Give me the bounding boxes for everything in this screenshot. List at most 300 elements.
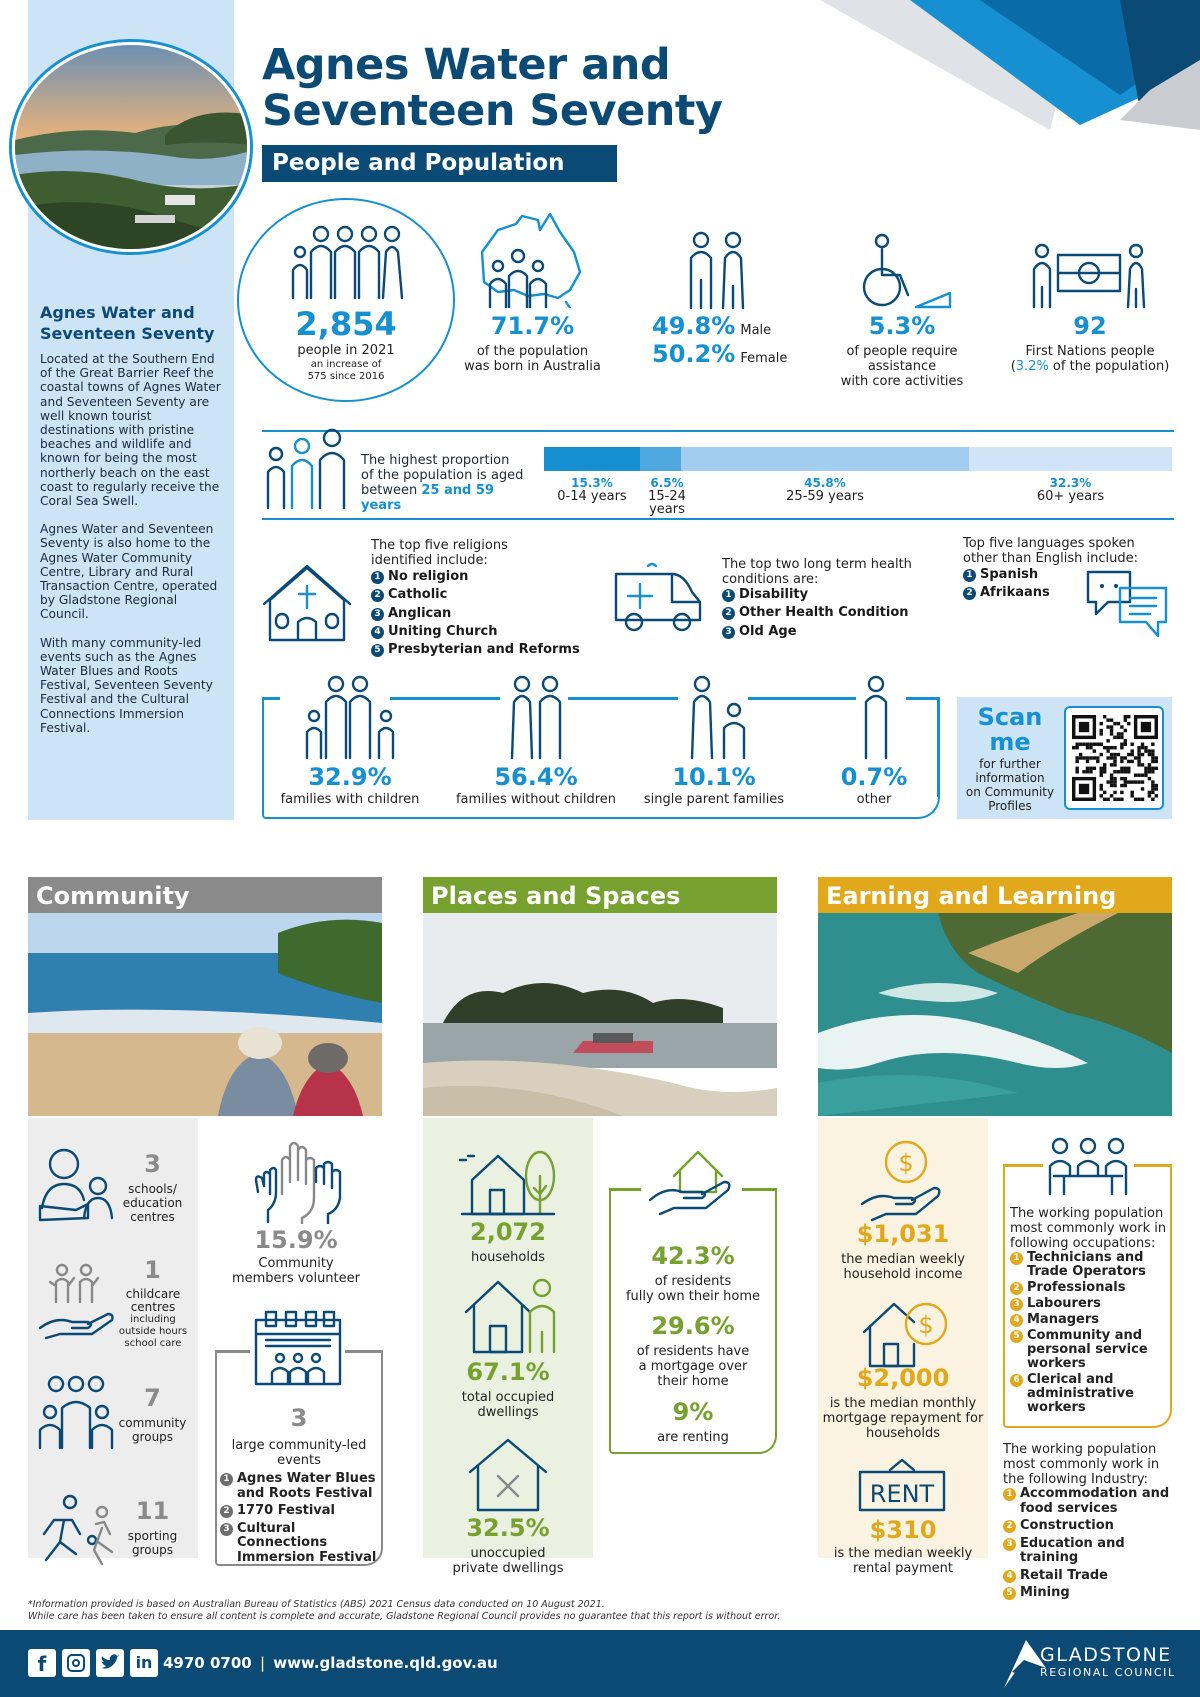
footer-website-link[interactable]: www.gladstone.qld.gov.au	[273, 1654, 498, 1672]
house-dollar-icon	[860, 1294, 952, 1370]
fn-close: of the population)	[1048, 359, 1170, 374]
occupation-item	[1010, 1373, 1170, 1415]
age-band-pct: 32.3%	[1049, 476, 1092, 490]
religion-item-label: No religion	[388, 569, 469, 584]
divider-top	[262, 430, 1174, 432]
number-badge: 3	[1010, 1298, 1023, 1311]
income-label	[818, 1252, 988, 1282]
mortgage-repay-line1: is the median monthly	[829, 1396, 977, 1411]
occupation-item	[1010, 1297, 1170, 1311]
events-line2: events	[277, 1453, 321, 1468]
industry-item	[1003, 1519, 1173, 1534]
income-dollar-glyph: $	[898, 1149, 914, 1177]
occupation-item-l1: Community and	[1027, 1328, 1143, 1343]
assistance-line2: assistance	[867, 359, 937, 374]
languages-intro	[963, 536, 1163, 566]
sidebar-heading-line1: Agnes Water and	[40, 303, 195, 322]
age-band-range: 25-59 years	[786, 489, 864, 504]
number-badge: 2	[371, 589, 384, 602]
page-title-line2: Seventeen Seventy	[262, 86, 723, 136]
community-groups-icon	[36, 1374, 116, 1450]
born-australia-label	[455, 344, 610, 374]
sidebar-body	[40, 352, 226, 735]
occupied-line2: dwellings	[477, 1405, 539, 1420]
events-label	[215, 1438, 383, 1468]
mortgage-label	[609, 1344, 777, 1389]
ownership-frame-tr	[742, 1188, 777, 1191]
rent-label	[818, 1546, 988, 1576]
language-item-label: Spanish	[980, 567, 1039, 582]
footnote	[28, 1599, 1168, 1623]
health-intro-line1: The top two long term health	[722, 557, 912, 572]
community-photo	[28, 913, 382, 1116]
occupation-item-l1: Technicians and	[1027, 1250, 1144, 1265]
footnote-line1: *Information provided is based on Australian Bureau of Statistics (ABS) 2021 Census data conducted on 10 August 2021.	[28, 1599, 605, 1610]
health-condition-item-label: Disability	[739, 587, 809, 602]
religions-list	[371, 568, 601, 659]
childcare-line4: outside hours	[118, 1326, 188, 1337]
mortgage-dollar-glyph: $	[918, 1311, 934, 1339]
volunteer-line2: members volunteer	[231, 1271, 360, 1286]
income-amount: $1,031	[856, 1220, 950, 1248]
family-pct: 32.9%	[308, 763, 392, 791]
church-icon	[262, 556, 352, 642]
first-nations-pct: 3.2%	[1015, 359, 1049, 374]
section-title-people: People and Population	[262, 145, 617, 182]
age-bar-segment	[969, 447, 1172, 471]
number-badge: 4	[371, 626, 384, 639]
health-condition-item	[722, 586, 932, 604]
event-item	[220, 1522, 380, 1566]
childcare-icon	[36, 1262, 116, 1340]
vacant-house-icon	[466, 1436, 550, 1512]
age-people-icon	[262, 428, 352, 510]
health-condition-item-label: Old Age	[739, 623, 797, 639]
schools-icon	[36, 1148, 116, 1224]
sidebar-heading	[40, 302, 230, 344]
places-photo	[423, 913, 777, 1116]
number-badge: 5	[1010, 1330, 1023, 1343]
family-label: other	[856, 792, 892, 807]
renting-pct: 9%	[672, 1398, 714, 1426]
age-band-pct: 15.3%	[571, 476, 613, 490]
couple-icon	[506, 674, 566, 760]
occupied-line1: total occupied	[461, 1390, 555, 1405]
assistance-pct: 5.3%	[868, 312, 936, 340]
own-pct: 42.3%	[651, 1242, 735, 1270]
events-frame-tr	[345, 1350, 383, 1353]
earning-heading: Earning and Learning	[818, 877, 1172, 913]
occupations-intro	[1010, 1206, 1170, 1251]
qr-code-image	[1072, 714, 1158, 802]
female-label: Female	[740, 351, 788, 366]
earning-photo	[818, 913, 1172, 1116]
schools-label	[115, 1182, 190, 1224]
industry-item-l1: Education and training	[1020, 1535, 1125, 1565]
assistance-line1: of people require	[846, 344, 958, 359]
language-item-label: Afrikaans	[980, 585, 1050, 601]
households-label: households	[470, 1250, 546, 1265]
events-frame-tl	[215, 1350, 250, 1353]
occupation-item-l1: Managers	[1027, 1312, 1100, 1327]
australia-map-icon	[478, 212, 586, 308]
religion-item	[371, 623, 601, 641]
places-heading: Places and Spaces	[423, 877, 777, 913]
age-band-pct: 6.5%	[650, 476, 684, 490]
event-item	[220, 1472, 380, 1501]
social-icons	[28, 1649, 158, 1677]
industry-item-l1: Accommodation and	[1020, 1486, 1170, 1501]
family-pct: 56.4%	[494, 763, 578, 791]
occupation-item-l2: Trade Operators	[1027, 1264, 1146, 1279]
scan-text-line2: information	[975, 771, 1045, 785]
volunteer-line1: Community	[258, 1256, 334, 1271]
linkedin-icon[interactable]: in	[130, 1649, 158, 1677]
raised-hands-icon	[252, 1140, 344, 1224]
occupations-frame-tl	[1003, 1164, 1043, 1167]
mortgage-pct: 29.6%	[651, 1312, 735, 1340]
footer-phone[interactable]: 4970 0700	[163, 1654, 252, 1672]
language-item	[963, 566, 1083, 584]
family-group-icon	[288, 222, 406, 300]
scan-title	[960, 705, 1060, 755]
family-stat	[260, 763, 440, 809]
religion-item-label: Uniting Church	[388, 623, 498, 639]
rent-sign-text: RENT	[869, 1480, 935, 1508]
population-total: 2,854	[295, 305, 397, 343]
scan-title-line2: me	[989, 728, 1031, 756]
mortgage-line2: a mortgage over	[638, 1359, 748, 1374]
male-female-icon	[685, 230, 749, 310]
age-bar-segment	[640, 447, 681, 471]
families-frame-t1	[390, 697, 500, 700]
ambulance-icon	[612, 562, 704, 634]
health-list	[722, 586, 932, 641]
scan-text-line3: on Community	[965, 785, 1055, 799]
sidebar-para-3: With many community-led events such as the Agnes Water Blues and Roots Festival, Seventeen Seventy Festival and the Cultural Connections Immersion Festival.	[40, 635, 213, 735]
sporting-label	[115, 1529, 190, 1557]
number-badge: 6	[1010, 1374, 1023, 1387]
event-item-l2: and Roots Festival	[237, 1485, 373, 1501]
childcare-line5: school care	[124, 1338, 182, 1349]
number-badge: 4	[1003, 1570, 1016, 1583]
unoccupied-label	[423, 1546, 593, 1576]
occupied-pct: 67.1%	[466, 1358, 550, 1386]
occ-intro-line1: The working population	[1010, 1206, 1164, 1221]
first-nations-flag-icon	[1030, 243, 1148, 309]
corner-decoration	[820, 0, 1200, 130]
own-line2: fully own their home	[625, 1289, 761, 1304]
first-nations-line2	[1005, 359, 1175, 374]
industry-item-l1: Construction	[1020, 1518, 1114, 1533]
families-frame-tl	[262, 697, 280, 700]
number-badge: 2	[1010, 1282, 1023, 1295]
mortgage-repay-line3: households	[865, 1426, 941, 1441]
logo-line2: REGIONAL COUNCIL	[1040, 1666, 1176, 1679]
number-badge: 3	[220, 1523, 233, 1536]
number-badge: 1	[963, 569, 976, 582]
family-stat	[624, 763, 804, 809]
religion-item	[371, 641, 601, 659]
family-label: families with children	[280, 792, 420, 807]
increase-line2: 575 since 2016	[307, 371, 385, 382]
scan-text-line1: for further	[979, 757, 1041, 771]
assistance-label	[822, 344, 982, 389]
industry-item	[1003, 1487, 1173, 1516]
ind-intro-line1: The working population	[1003, 1442, 1157, 1457]
ownership-frame-tl	[609, 1188, 641, 1191]
occupation-item-l1: Clerical and	[1027, 1372, 1114, 1387]
childcare-line3: including	[130, 1314, 176, 1325]
age-band-pct: 45.8%	[804, 476, 846, 490]
scan-title-line1: Scan	[977, 703, 1043, 731]
age-summary-line2: of the population is aged	[361, 468, 524, 483]
occupation-item-l2: administrative	[1027, 1386, 1134, 1401]
volunteer-label	[215, 1256, 377, 1286]
event-item-l1: 1770 Festival	[237, 1503, 335, 1518]
industry-item-l1: Mining	[1020, 1585, 1070, 1600]
age-summary-between: between	[361, 483, 422, 498]
born-australia-pct: 71.7%	[490, 312, 575, 340]
income-line1: the median weekly	[841, 1252, 965, 1267]
female-stat	[652, 340, 802, 368]
ind-intro-line3: the following Industry:	[1003, 1472, 1148, 1487]
groups-label	[115, 1416, 190, 1444]
number-badge: 1	[1010, 1252, 1023, 1265]
own-line1: of residents	[654, 1274, 732, 1289]
industry-item	[1003, 1537, 1173, 1566]
instagram-icon[interactable]	[62, 1649, 90, 1677]
renting-label: are renting	[657, 1430, 729, 1445]
house-tree-icon	[458, 1142, 558, 1216]
number-badge: 2	[220, 1505, 233, 1518]
speech-bubbles-icon	[1084, 566, 1170, 640]
age-band-label	[681, 477, 969, 503]
groups-line2: groups	[131, 1430, 174, 1444]
number-badge: 3	[371, 608, 384, 621]
age-bar-segment	[544, 447, 640, 471]
number-badge: 4	[1010, 1314, 1023, 1327]
house-person-icon	[462, 1278, 558, 1354]
assistance-line3: with core activities	[840, 374, 964, 389]
number-badge: 5	[371, 644, 384, 657]
mortgage-line1: of residents have	[636, 1344, 750, 1359]
industry-item-l2: food services	[1020, 1500, 1118, 1516]
occupation-item-l3: workers	[1027, 1356, 1086, 1371]
income-line2: household income	[843, 1267, 963, 1282]
sporting-line1: sporting	[127, 1529, 178, 1543]
number-badge: 5	[1003, 1587, 1016, 1600]
religion-item	[371, 586, 601, 604]
footer-separator: |	[259, 1654, 266, 1672]
sporting-line2: groups	[131, 1543, 174, 1557]
event-item	[220, 1504, 380, 1519]
occupation-item-l3: workers	[1027, 1400, 1086, 1415]
family-with-children-icon	[302, 674, 398, 760]
childcare-line2: centres	[130, 1300, 176, 1314]
religion-item-label: Presbyterian and Reforms	[388, 642, 580, 658]
scan-text-line4: Profiles	[988, 799, 1032, 813]
event-item-l1: Cultural Connections	[237, 1520, 328, 1550]
scan-text	[960, 757, 1060, 813]
occupation-item	[1010, 1313, 1170, 1327]
mortgage-amount: $2,000	[856, 1364, 950, 1392]
rent-line1: is the median weekly	[833, 1546, 973, 1561]
age-labels	[544, 477, 1172, 517]
mortgage-repay-line2: mortgage repayment for	[822, 1411, 984, 1426]
community-heading: Community	[28, 877, 382, 913]
twitter-icon[interactable]	[96, 1649, 124, 1677]
number-badge: 1	[220, 1473, 233, 1486]
first-nations-count: 92	[1073, 312, 1107, 340]
number-badge: 3	[1003, 1538, 1016, 1551]
male-pct: 49.8%	[652, 312, 736, 340]
age-summary	[361, 453, 531, 513]
house-in-hand-icon	[648, 1142, 740, 1222]
first-nations-line1: First Nations people	[1025, 344, 1155, 359]
occupation-item	[1010, 1281, 1170, 1295]
age-summary-line3	[361, 483, 531, 513]
households-count: 2,072	[470, 1218, 546, 1246]
age-band-label	[544, 477, 640, 503]
number-badge: 1	[1003, 1488, 1016, 1501]
age-summary-line1: The highest proportion	[361, 453, 510, 468]
population-label: people in 2021	[297, 343, 395, 358]
family-label: families without children	[455, 792, 617, 807]
event-item-l1: Agnes Water Blues	[237, 1471, 376, 1486]
number-badge: 1	[371, 571, 384, 584]
unoccupied-pct: 32.5%	[466, 1514, 550, 1542]
religion-item	[371, 568, 601, 586]
age-summary-range: 25 and 59 years	[361, 483, 494, 513]
languages-intro-line2: other than English include:	[963, 551, 1138, 566]
number-badge: 1	[722, 589, 735, 602]
families-frame-tr	[906, 697, 940, 700]
rent-line2: rental payment	[852, 1561, 953, 1576]
number-badge: 2	[722, 607, 735, 620]
page-title	[262, 42, 722, 134]
occupied-label	[423, 1390, 593, 1420]
volunteer-pct: 15.9%	[254, 1226, 338, 1254]
male-stat	[652, 312, 802, 340]
logo-line1: GLADSTONE	[1040, 1644, 1172, 1666]
male-label: Male	[740, 323, 772, 338]
number-badge: 2	[963, 587, 976, 600]
rent-amount: $310	[869, 1516, 937, 1544]
population-increase	[246, 359, 446, 383]
page-title-line1: Agnes Water and	[262, 40, 671, 90]
schools-line2: education	[122, 1196, 183, 1210]
family-label: single parent families	[643, 792, 785, 807]
single-person-icon	[858, 674, 894, 760]
family-stat	[784, 763, 964, 809]
health-intro-line2: conditions are:	[722, 572, 819, 587]
income-hand-icon	[860, 1138, 950, 1222]
occupation-item-l1: Professionals	[1027, 1280, 1126, 1295]
footnote-line2: While care has been taken to ensure all content is complete and accurate, Gladstone Regional Council provides no guarantee that this report is without error.	[28, 1611, 781, 1622]
calendar-event-icon	[252, 1308, 344, 1388]
own-label	[609, 1274, 777, 1304]
facebook-icon[interactable]: f	[28, 1649, 56, 1677]
age-band-range: 60+ years	[1036, 489, 1105, 504]
first-nations-label	[1005, 344, 1175, 374]
sidebar-heading-line2: Seventeen Seventy	[40, 324, 215, 343]
religions-intro-line2: identified include:	[371, 553, 488, 568]
hero-photo	[12, 42, 250, 252]
number-badge: 2	[1003, 1520, 1016, 1533]
childcare-label	[112, 1288, 194, 1350]
religions-intro	[371, 538, 581, 568]
religion-item-label: Anglican	[388, 605, 452, 621]
footer-contact	[163, 1652, 498, 1674]
sidebar-para-1: Located at the Southern End of the Great Barrier Reef the coastal towns of Agnes Water and Seventeen Seventy are well known tourist destinations with pristine beaches and wildlife and known for being the most northerly beach on the east coast to regularly receive the Coral Sea Swell.	[40, 352, 221, 509]
unoccupied-line2: private dwellings	[452, 1561, 564, 1576]
divider-bottom	[262, 518, 1174, 520]
industry-list	[1003, 1487, 1173, 1604]
religions-intro-line1: The top five religions	[371, 538, 508, 553]
age-band-range-line2: years	[649, 502, 685, 517]
occupation-item	[1010, 1251, 1170, 1279]
health-condition-item	[722, 604, 932, 622]
number-badge: 3	[722, 626, 735, 639]
religion-item-label: Catholic	[388, 587, 448, 603]
qr-code[interactable]	[1064, 706, 1164, 810]
childcare-count: 1	[144, 1256, 161, 1284]
languages-list	[963, 566, 1083, 603]
mortgage-repayment-label	[818, 1396, 988, 1441]
age-band-label	[969, 477, 1172, 503]
occupation-item-l1: Labourers	[1027, 1296, 1101, 1311]
age-bar-segment	[681, 447, 969, 471]
age-band-range: 0-14 years	[557, 489, 627, 504]
families-frame-t2	[568, 697, 678, 700]
religion-item	[371, 605, 601, 623]
health-condition-item-label: Other Health Condition	[739, 605, 909, 621]
events-line1: large community-led	[231, 1438, 367, 1453]
occ-intro-line3: following occupations:	[1010, 1236, 1156, 1251]
unoccupied-line1: unoccupied	[470, 1546, 546, 1561]
born-australia-line2: was born in Australia	[464, 359, 601, 374]
fn-open: (	[1010, 359, 1016, 374]
increase-line1: an increase of	[310, 359, 382, 370]
occupation-item-l2: personal service	[1027, 1342, 1148, 1357]
families-frame-t3	[748, 697, 856, 700]
meeting-table-icon	[1044, 1136, 1132, 1196]
industry-intro	[1003, 1442, 1173, 1487]
childcare-line1: childcare	[125, 1287, 181, 1301]
family-pct: 10.1%	[672, 763, 756, 791]
schools-line3: centres	[130, 1210, 175, 1224]
events-list	[220, 1472, 380, 1568]
health-condition-item	[722, 623, 932, 641]
industry-item-l1: Retail Trade	[1020, 1567, 1108, 1583]
rent-sign-icon	[856, 1456, 948, 1514]
event-item-l2: Immersion Festival	[237, 1549, 377, 1565]
occ-intro-line2: most commonly work in	[1010, 1221, 1167, 1236]
occupations-list	[1010, 1251, 1170, 1417]
families-stats	[262, 763, 940, 817]
age-band-range: 15-24	[648, 489, 686, 504]
schools-line1: schools/	[128, 1182, 177, 1196]
industry-item	[1003, 1569, 1173, 1584]
age-bar	[544, 447, 1172, 471]
sporting-count: 11	[135, 1497, 170, 1525]
languages-intro-line1: Top five languages spoken	[963, 536, 1135, 551]
occupations-frame-tr	[1134, 1164, 1172, 1167]
gladstone-logo-text	[1040, 1644, 1176, 1680]
family-pct: 0.7%	[840, 763, 908, 791]
family-stat	[446, 763, 626, 809]
